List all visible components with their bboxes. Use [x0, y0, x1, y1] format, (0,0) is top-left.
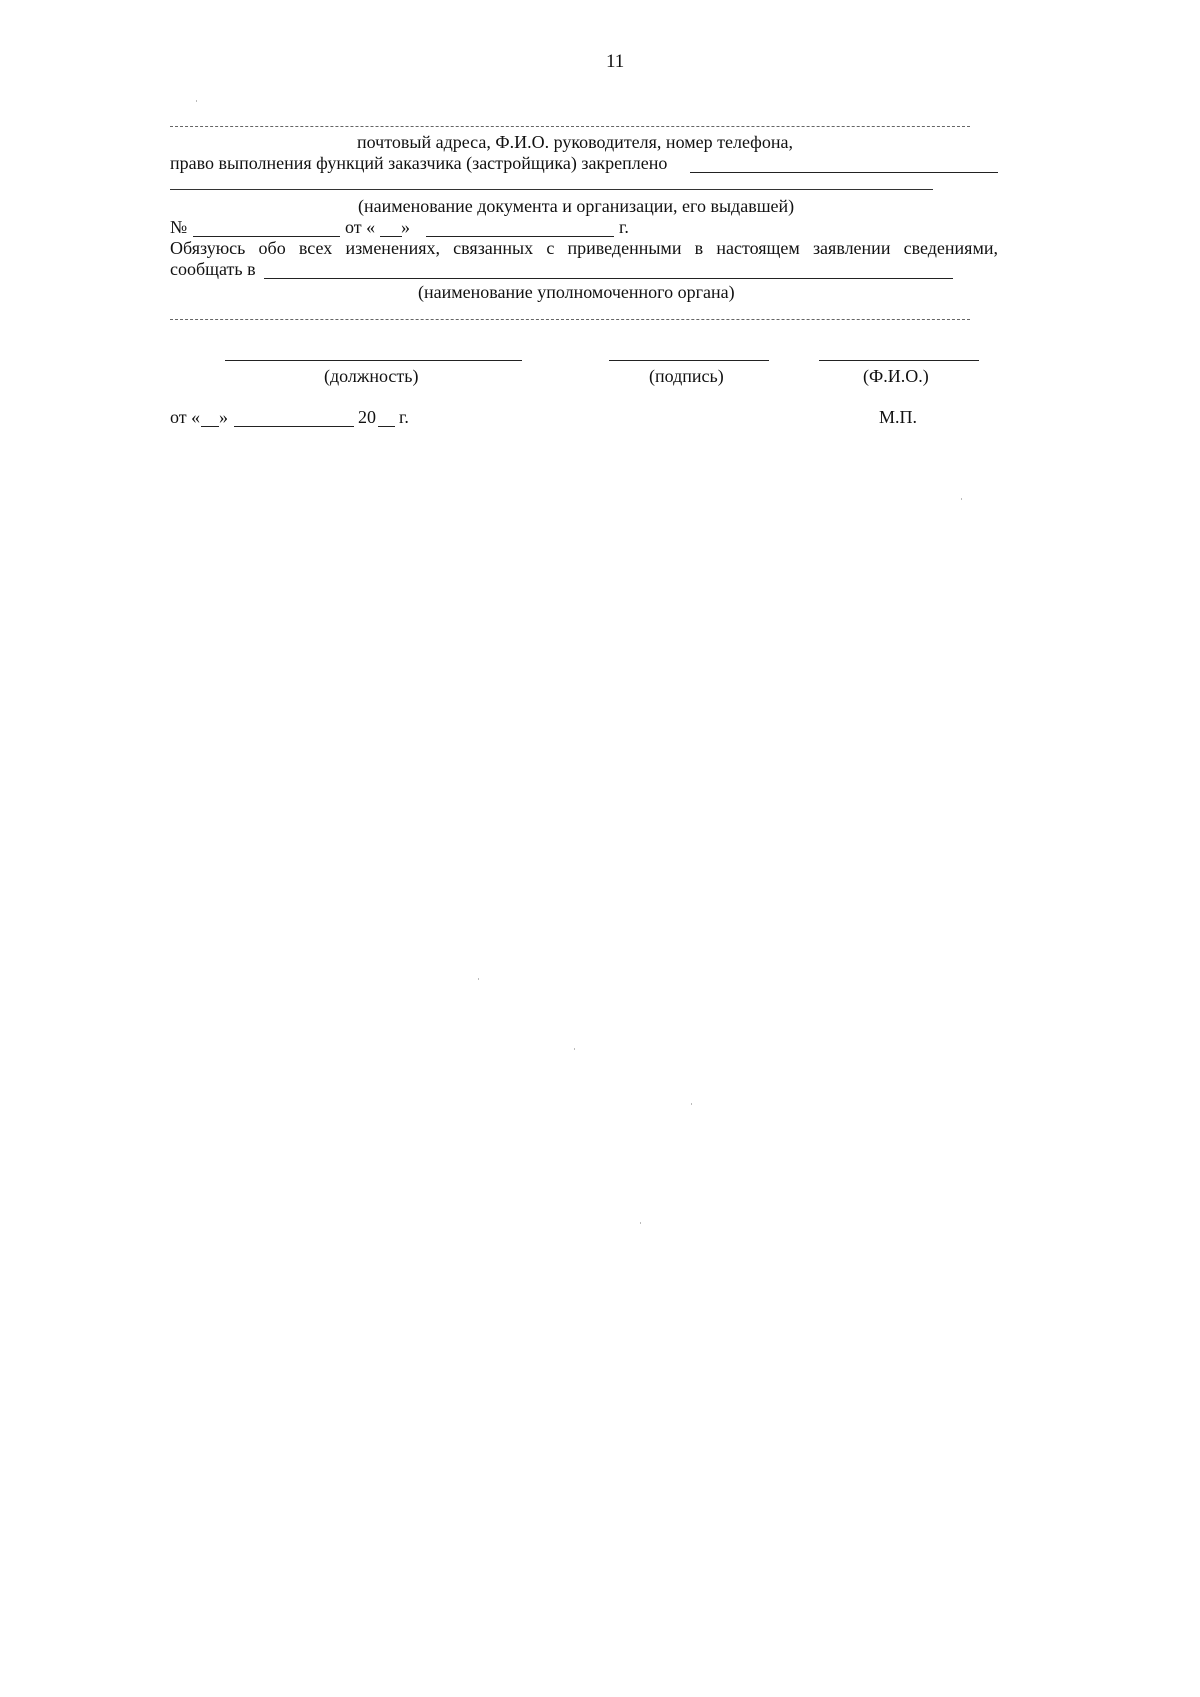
scan-speck: [574, 1048, 575, 1050]
authority-blank[interactable]: [264, 278, 953, 279]
footer-date-prefix: от «: [170, 407, 201, 427]
rights-line: право выполнения функций заказчика (застройщика) закреплено: [170, 153, 668, 173]
day-blank[interactable]: [380, 236, 402, 237]
position-blank[interactable]: [225, 360, 522, 361]
address-line: почтовый адреса, Ф.И.О. руководителя, номер телефона,: [357, 132, 793, 152]
stamp-label: М.П.: [879, 407, 918, 427]
position-caption: (должность): [324, 366, 419, 386]
scan-speck: [196, 100, 197, 102]
authority-bottom-rule: [170, 319, 970, 320]
number-sign: №: [170, 217, 188, 237]
footer-year-prefix: 20: [358, 407, 376, 427]
from-label: от «: [345, 217, 376, 237]
document-number-blank[interactable]: [193, 236, 340, 237]
authority-caption: (наименование уполномоченного органа): [418, 282, 735, 302]
month-blank[interactable]: [426, 236, 614, 237]
rights-blank[interactable]: [690, 172, 998, 173]
footer-day-blank[interactable]: [201, 426, 219, 427]
from-close: »: [401, 217, 410, 237]
name-blank[interactable]: [819, 360, 979, 361]
year-suffix: г.: [619, 217, 629, 237]
signature-caption: (подпись): [649, 366, 724, 386]
obligation-line: Обязуюсь обо всех изменениях, связанных с приведенными в настоящем заявлении сведениями,: [170, 238, 998, 258]
top-rule: [170, 126, 970, 127]
document-caption: (наименование документа и организации, его выдавшей): [358, 196, 795, 216]
footer-date-close: »: [219, 407, 228, 427]
signature-blank[interactable]: [609, 360, 769, 361]
footer-month-blank[interactable]: [234, 426, 354, 427]
footer-year-blank[interactable]: [378, 426, 395, 427]
scan-speck: [961, 498, 962, 500]
scan-speck: [691, 1103, 692, 1105]
report-to-label: сообщать в: [170, 259, 256, 279]
page-number: 11: [606, 51, 625, 72]
name-caption: (Ф.И.О.): [863, 366, 929, 386]
scan-speck: [478, 978, 479, 980]
footer-year-suffix: г.: [399, 407, 409, 427]
document-name-rule[interactable]: [170, 189, 933, 190]
scan-speck: [640, 1222, 641, 1224]
